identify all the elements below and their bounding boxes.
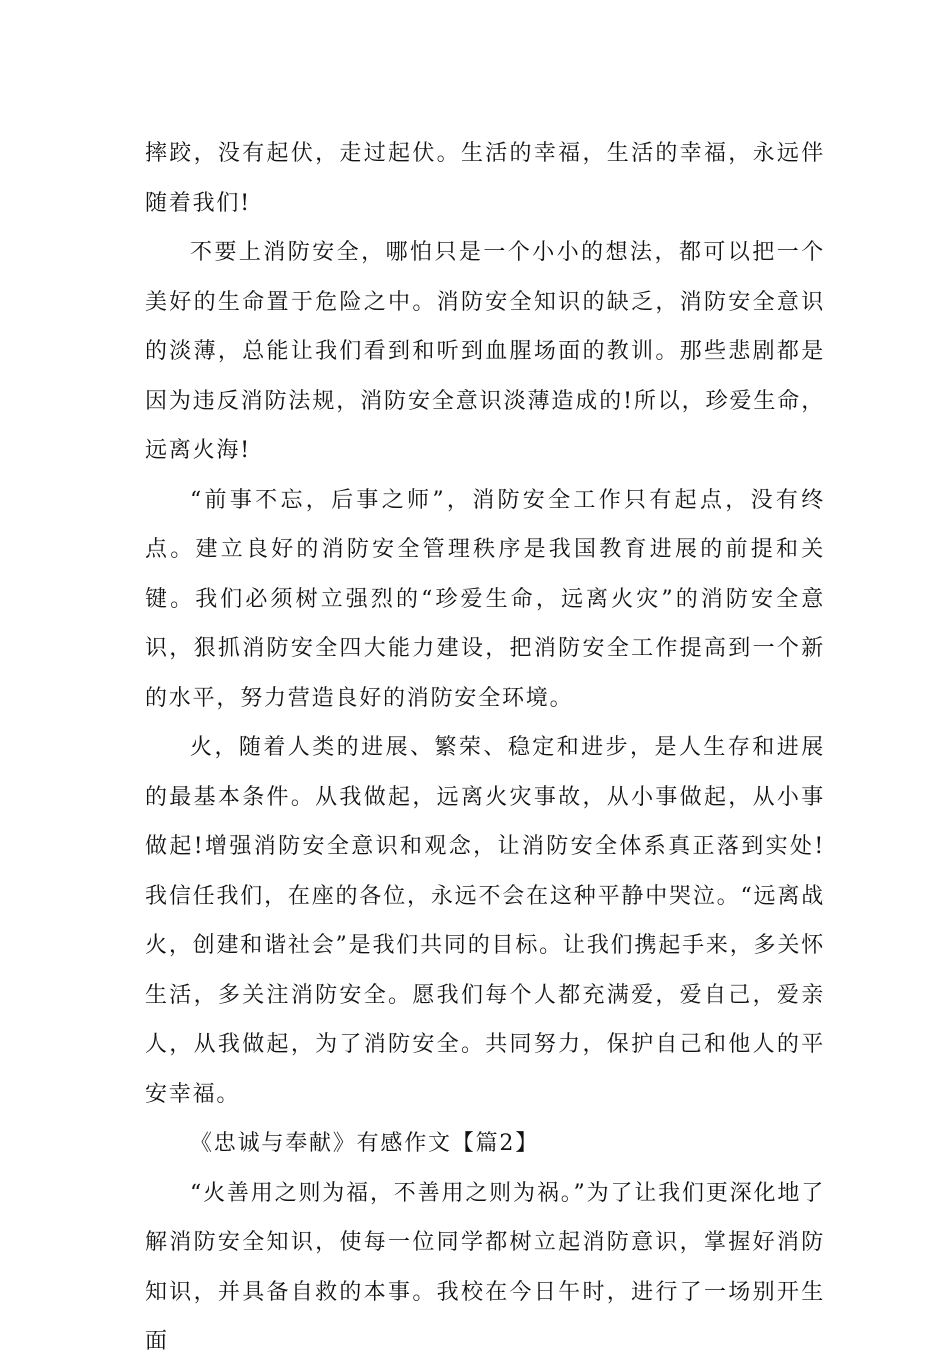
- paragraph-3: “前事不忘，后事之师”，消防安全工作只有起点，没有终点。建立良好的消防安全管理秩序是我国教育进展的前提和关键。我们必须树立强烈的“珍爱生命，远离火灾”的消防安全意识，狠抓消防安全四大能力建设，把消防安全工作提高到一个新的水平，努力营造良好的消防安全环境。: [145, 487, 825, 711]
- paragraph-2: 不要上消防安全，哪怕只是一个小小的想法，都可以把一个美好的生命置于危险之中。消防安全知识的缺乏，消防安全意识的淡薄，总能让我们看到和听到血腥场面的教训。那些悲剧都是因为违反消防法规，消防安全意识淡薄造成的!所以，珍爱生命，远离火海!: [145, 240, 825, 463]
- paragraph-4: 火，随着人类的进展、繁荣、稳定和进步，是人生存和进展的最基本条件。从我做起，远离火灾事故，从小事做起，从小事做起!增强消防安全意识和观念，让消防安全体系真正落到实处!我信任我们，在座的各位，永远不会在这种平静中哭泣。“远离战火，创建和谐社会”是我们共同的目标。让我们携起手来，多关怀生活，多关注消防安全。愿我们每个人都充满爱，爱自己，爱亲人，从我做起，为了消防安全。共同努力，保护自己和他人的平安幸福。: [145, 735, 825, 1107]
- paragraph-1: 摔跤，没有起伏，走过起伏。生活的幸福，生活的幸福，永远伴随着我们!: [145, 141, 825, 216]
- section-heading: 《忠诚与奉献》有感作文【篇2】: [190, 1131, 539, 1156]
- document-body: [145, 129, 825, 1367]
- paragraph-5: “火善用之则为福，不善用之则为祸。”为了让我们更深化地了解消防安全知识，使每一位同学都树立起消防意识，掌握好消防知识，并具备自救的本事。我校在今日午时，进行了一场别开生面: [145, 1180, 825, 1354]
